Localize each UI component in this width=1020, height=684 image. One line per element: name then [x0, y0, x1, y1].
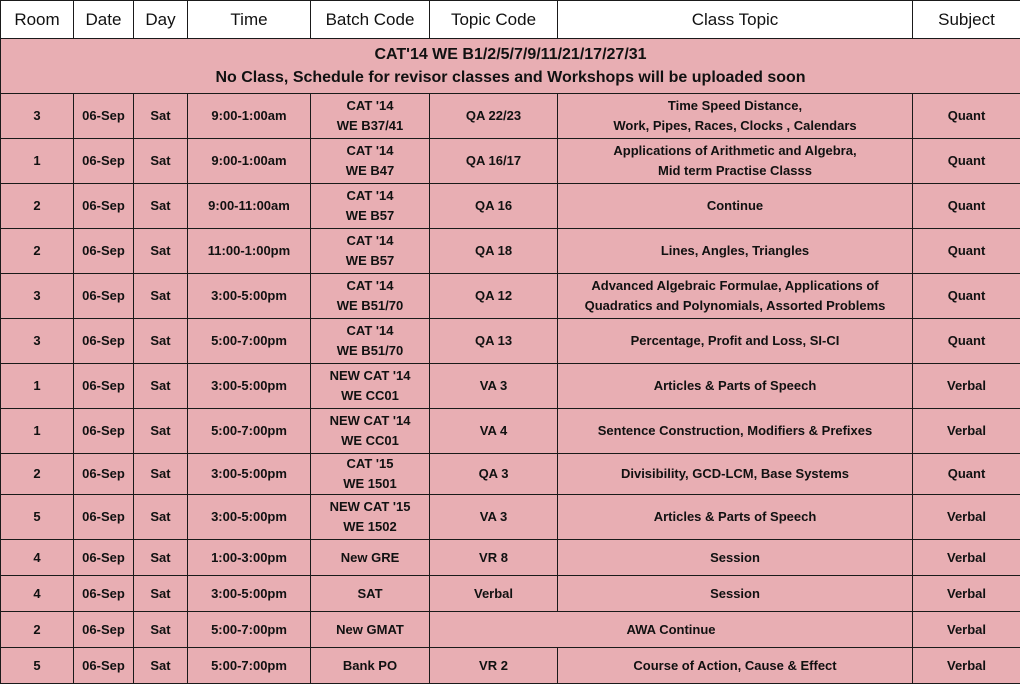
header-day: Day — [134, 1, 188, 39]
batch-code-cell — [311, 139, 430, 184]
room-cell: 2 — [1, 612, 74, 648]
room-cell: 1 — [1, 364, 74, 409]
batch-code-line: WE B51/70 — [313, 341, 427, 361]
date-cell: 06-Sep — [74, 612, 134, 648]
day-cell: Sat — [134, 454, 188, 495]
day-cell: Sat — [134, 184, 188, 229]
batch-code-line: CAT '14 — [313, 231, 427, 251]
batch-code-line: WE B57 — [313, 206, 427, 226]
merged-topic-cell: AWA Continue — [430, 612, 913, 648]
time-cell: 1:00-3:00pm — [188, 540, 311, 576]
time-cell: 5:00-7:00pm — [188, 409, 311, 454]
table-row — [1, 319, 1020, 364]
subject-cell: Verbal — [913, 540, 1020, 576]
class-topic-cell — [558, 364, 913, 409]
class-topic-cell — [558, 94, 913, 139]
class-topic-line: Mid term Practise Classs — [560, 161, 910, 181]
day-cell: Sat — [134, 409, 188, 454]
day-cell: Sat — [134, 229, 188, 274]
room-cell: 3 — [1, 319, 74, 364]
time-cell: 3:00-5:00pm — [188, 576, 311, 612]
day-cell: Sat — [134, 612, 188, 648]
class-topic-cell — [558, 139, 913, 184]
batch-code-line: WE B51/70 — [313, 296, 427, 316]
class-topic-line: Articles & Parts of Speech — [560, 507, 910, 527]
subject-cell: Verbal — [913, 576, 1020, 612]
day-cell: Sat — [134, 576, 188, 612]
header-date: Date — [74, 1, 134, 39]
table-row — [1, 364, 1020, 409]
day-cell: Sat — [134, 648, 188, 684]
header-topic-code: Topic Code — [430, 1, 558, 39]
class-topic-line: Percentage, Profit and Loss, SI-CI — [560, 331, 910, 351]
day-cell: Sat — [134, 319, 188, 364]
class-topic-cell — [558, 576, 913, 612]
table-row — [1, 454, 1020, 495]
subject-cell: Quant — [913, 454, 1020, 495]
topic-code-cell: QA 16/17 — [430, 139, 558, 184]
time-cell: 5:00-7:00pm — [188, 648, 311, 684]
header-room: Room — [1, 1, 74, 39]
batch-code-line: New GMAT — [313, 620, 427, 640]
date-cell: 06-Sep — [74, 229, 134, 274]
date-cell: 06-Sep — [74, 409, 134, 454]
batch-code-cell — [311, 319, 430, 364]
batch-code-cell — [311, 540, 430, 576]
topic-code-cell: VA 4 — [430, 409, 558, 454]
date-cell: 06-Sep — [74, 274, 134, 319]
class-topic-line: Continue — [560, 196, 910, 216]
room-cell: 2 — [1, 184, 74, 229]
batch-code-cell — [311, 576, 430, 612]
header-row — [1, 1, 1020, 39]
room-cell: 3 — [1, 94, 74, 139]
date-cell: 06-Sep — [74, 540, 134, 576]
subject-cell: Verbal — [913, 409, 1020, 454]
topic-code-cell: QA 3 — [430, 454, 558, 495]
class-topic-line: Time Speed Distance, — [560, 96, 910, 116]
time-cell: 5:00-7:00pm — [188, 319, 311, 364]
batch-code-line: CAT '15 — [313, 454, 427, 474]
class-topic-cell — [558, 540, 913, 576]
table-row — [1, 540, 1020, 576]
header-class-topic: Class Topic — [558, 1, 913, 39]
batch-code-cell — [311, 184, 430, 229]
topic-code-cell: QA 22/23 — [430, 94, 558, 139]
date-cell: 06-Sep — [74, 94, 134, 139]
subject-cell: Quant — [913, 94, 1020, 139]
table-row — [1, 612, 1020, 648]
table-row — [1, 139, 1020, 184]
batch-code-cell — [311, 454, 430, 495]
topic-code-cell: VA 3 — [430, 364, 558, 409]
class-topic-line: Work, Pipes, Races, Clocks , Calendars — [560, 116, 910, 136]
batch-code-line: WE B57 — [313, 251, 427, 271]
subject-cell: Verbal — [913, 612, 1020, 648]
date-cell: 06-Sep — [74, 184, 134, 229]
class-topic-line: Divisibility, GCD-LCM, Base Systems — [560, 464, 910, 484]
topic-code-cell: VR 2 — [430, 648, 558, 684]
batch-code-cell — [311, 274, 430, 319]
class-topic-line: Sentence Construction, Modifiers & Prefixes — [560, 421, 910, 441]
batch-code-cell — [311, 495, 430, 540]
batch-code-line: SAT — [313, 584, 427, 604]
date-cell: 06-Sep — [74, 139, 134, 184]
subject-cell: Verbal — [913, 648, 1020, 684]
class-topic-line: Advanced Algebraic Formulae, Applications of — [560, 276, 910, 296]
class-topic-cell — [558, 409, 913, 454]
subject-cell: Quant — [913, 229, 1020, 274]
day-cell: Sat — [134, 540, 188, 576]
class-topic-cell — [558, 229, 913, 274]
batch-code-line: WE CC01 — [313, 431, 427, 451]
table-row — [1, 229, 1020, 274]
class-topic-line: Session — [560, 548, 910, 568]
table-row — [1, 184, 1020, 229]
batch-code-line: CAT '14 — [313, 96, 427, 116]
time-cell: 5:00-7:00pm — [188, 612, 311, 648]
topic-code-cell: QA 13 — [430, 319, 558, 364]
room-cell: 5 — [1, 495, 74, 540]
time-cell: 9:00-11:00am — [188, 184, 311, 229]
date-cell: 06-Sep — [74, 648, 134, 684]
batch-code-line: CAT '14 — [313, 321, 427, 341]
time-cell: 3:00-5:00pm — [188, 495, 311, 540]
date-cell: 06-Sep — [74, 495, 134, 540]
batch-code-cell — [311, 364, 430, 409]
date-cell: 06-Sep — [74, 454, 134, 495]
day-cell: Sat — [134, 364, 188, 409]
class-topic-cell — [558, 648, 913, 684]
notice-line-2: No Class, Schedule for revisor classes and Workshops will be uploaded soon — [3, 66, 1018, 89]
class-topic-line: Articles & Parts of Speech — [560, 376, 910, 396]
date-cell: 06-Sep — [74, 364, 134, 409]
batch-code-cell — [311, 612, 430, 648]
table-row — [1, 576, 1020, 612]
class-topic-cell — [558, 454, 913, 495]
topic-code-cell: QA 16 — [430, 184, 558, 229]
batch-code-line: WE 1501 — [313, 474, 427, 494]
subject-cell: Verbal — [913, 364, 1020, 409]
topic-code-cell: VR 8 — [430, 540, 558, 576]
table-row — [1, 274, 1020, 319]
table-row — [1, 648, 1020, 684]
time-cell: 3:00-5:00pm — [188, 454, 311, 495]
class-topic-cell — [558, 495, 913, 540]
topic-code-cell: QA 18 — [430, 229, 558, 274]
header-subject: Subject — [913, 1, 1020, 39]
batch-code-line: NEW CAT '14 — [313, 411, 427, 431]
batch-code-line: WE B37/41 — [313, 116, 427, 136]
topic-code-cell: QA 12 — [430, 274, 558, 319]
day-cell: Sat — [134, 495, 188, 540]
batch-code-line: WE 1502 — [313, 517, 427, 537]
class-topic-line: Course of Action, Cause & Effect — [560, 656, 910, 676]
room-cell: 5 — [1, 648, 74, 684]
batch-code-line: NEW CAT '14 — [313, 366, 427, 386]
class-topic-line: Applications of Arithmetic and Algebra, — [560, 141, 910, 161]
batch-code-cell — [311, 648, 430, 684]
batch-code-cell — [311, 94, 430, 139]
batch-code-line: CAT '14 — [313, 186, 427, 206]
subject-cell: Quant — [913, 274, 1020, 319]
time-cell: 9:00-1:00am — [188, 94, 311, 139]
topic-code-cell: Verbal — [430, 576, 558, 612]
notice-line-1: CAT'14 WE B1/2/5/7/9/11/21/17/27/31 — [3, 43, 1018, 66]
subject-cell: Verbal — [913, 495, 1020, 540]
time-cell: 3:00-5:00pm — [188, 274, 311, 319]
class-topic-line: Quadratics and Polynomials, Assorted Problems — [560, 296, 910, 316]
room-cell: 1 — [1, 139, 74, 184]
date-cell: 06-Sep — [74, 319, 134, 364]
class-topic-cell — [558, 274, 913, 319]
subject-cell: Quant — [913, 139, 1020, 184]
class-topic-cell — [558, 319, 913, 364]
table-row — [1, 409, 1020, 454]
class-topic-line: Lines, Angles, Triangles — [560, 241, 910, 261]
day-cell: Sat — [134, 274, 188, 319]
batch-code-line: WE B47 — [313, 161, 427, 181]
batch-code-line: NEW CAT '15 — [313, 497, 427, 517]
room-cell: 4 — [1, 576, 74, 612]
table-row — [1, 495, 1020, 540]
batch-code-line: CAT '14 — [313, 141, 427, 161]
time-cell: 3:00-5:00pm — [188, 364, 311, 409]
room-cell: 1 — [1, 409, 74, 454]
class-topic-cell — [558, 184, 913, 229]
notice-cell — [1, 39, 1020, 94]
topic-code-cell: VA 3 — [430, 495, 558, 540]
time-cell: 11:00-1:00pm — [188, 229, 311, 274]
subject-cell: Quant — [913, 184, 1020, 229]
day-cell: Sat — [134, 94, 188, 139]
batch-code-line: CAT '14 — [313, 276, 427, 296]
room-cell: 2 — [1, 454, 74, 495]
batch-code-line: New GRE — [313, 548, 427, 568]
room-cell: 4 — [1, 540, 74, 576]
batch-code-cell — [311, 409, 430, 454]
day-cell: Sat — [134, 139, 188, 184]
time-cell: 9:00-1:00am — [188, 139, 311, 184]
subject-cell: Quant — [913, 319, 1020, 364]
class-topic-line: Session — [560, 584, 910, 604]
date-cell: 06-Sep — [74, 576, 134, 612]
header-batch-code: Batch Code — [311, 1, 430, 39]
header-time: Time — [188, 1, 311, 39]
batch-code-cell — [311, 229, 430, 274]
notice-row — [1, 39, 1020, 94]
batch-code-line: WE CC01 — [313, 386, 427, 406]
batch-code-line: Bank PO — [313, 656, 427, 676]
room-cell: 3 — [1, 274, 74, 319]
room-cell: 2 — [1, 229, 74, 274]
table-row — [1, 94, 1020, 139]
